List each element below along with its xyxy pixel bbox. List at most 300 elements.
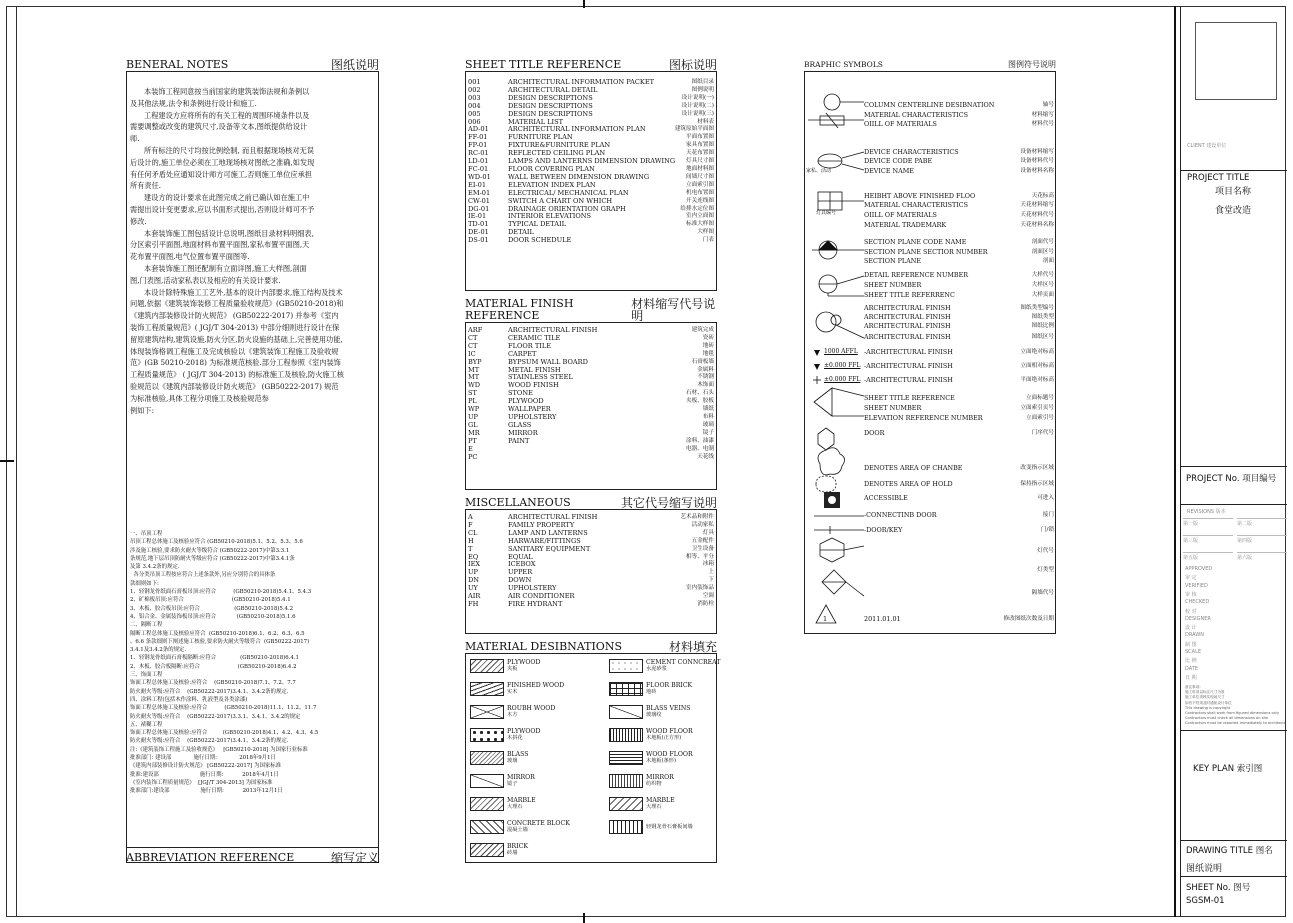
row-code: LD-01 [468,157,489,166]
row-en: TYPICAL DETAIL [508,220,566,229]
row-cn: 相等、平分 [686,553,714,560]
row-en: PLYWOOD [508,397,544,406]
material-swatch [609,820,693,834]
row-en: ARCHITECTURAL INFORMATION PACKET [508,78,655,86]
row-cn: 图纸目录 [691,79,714,85]
material-label [507,728,540,742]
row-code: PC [468,452,478,461]
row-code: UP [468,568,478,577]
material-cn: 镜子 [507,781,518,787]
row-cn: 布料 [702,413,714,420]
revisions-label: REVISIONS 版本 [1187,509,1226,515]
symbol-label-e: ±0.000 FFL [824,376,861,383]
material-cn: 木地板(正方形) [646,735,682,741]
row-en: DESIGN DESCRIPTIONS [508,109,593,118]
symbol-cn: 立面绝对标高 [1020,349,1054,355]
sheet-code: SGSM-01 [1186,896,1225,906]
symbol-en: -DOOR/KEY [864,526,903,534]
row-code: DG-01 [468,204,490,213]
symbol-en: SHEET NUMBER [864,404,922,412]
symbol-cn: 材料代号 [1031,121,1054,127]
logo-box [1195,22,1277,100]
note-paragraph: 本设计除特殊施工工艺外,基本的设计内部要求,施工结构及技术问题,依据《建筑装饰装修工程质量验收规范》(GB50210-2018)和《建筑内部装修设计防火规范》 (GB50222-2017) 并参考《室内装饰工程质量规范》( JGJ/T 304-2013) 中部分细则进行设计在保留原建筑结构,建筑设施,防火分区,防火设施的基础上,完善使用功能,体现装饰格调工程施工及完成核验以《建筑装饰工程施工及验收规范》(GB 50210-2018) 为标准规范核验.部分工程参照《室内装饰工程质量规范》 ( JGJ/T 304-2013) 的标准施工及核验,防火施工核验规范以《建筑内部装修设计防火规范》 (GB50222-2017) 规范为标准核验,具体工程分项施工及核验规范参 [130,287,344,403]
row-code: A [468,513,473,521]
row-code: ST [468,389,477,398]
signoff-line: APPROVED [1185,566,1213,572]
material-en: FINISHED WOOD [507,682,565,689]
symbol-cn: 剖面代号 [1031,239,1054,245]
table-row [468,569,714,577]
symbol-en: DENOTES AREA OF CHANBE [864,464,963,472]
sheet-title-header [465,57,717,72]
material-en: BLASS [507,751,529,758]
row-code: PT [468,436,477,445]
symbol-en: -CONNECTINB DOOR [864,511,937,519]
row-cn: 不锈钢 [697,374,714,381]
symbol-cn: 图纸类型编号 [1020,305,1054,311]
row-cn: 设计说明(三) [681,110,714,117]
table-row [468,430,714,438]
material-en: FLOOR BRICK [646,682,693,689]
signoff-line: 比 例 [1185,658,1197,665]
table-row [468,422,714,430]
material-designations-title-cn: 材料填充 [668,640,717,654]
material-swatch [609,659,720,673]
material-cn: 轻钢龙骨石膏板间墙 [646,823,693,830]
table-row [468,446,714,454]
table-row [468,398,714,406]
row-en: HARWARE/FITTINGS [508,536,581,545]
material-swatch [470,820,570,834]
row-en: WALL BETWEEN DIMENSION DRAWING [508,172,650,181]
table-row [468,221,714,229]
row-cn: 地面材料图 [686,165,714,172]
row-en: ICEBOX [508,560,536,569]
symbol-cn: 剖面 [1042,258,1054,264]
row-en: DOOR SCHEDULE [508,236,572,245]
revision-slot: 第五版 [1183,552,1233,561]
material-en: BRICK [507,843,529,850]
row-code: WP [468,405,480,414]
symbol-en: DOOR [864,429,885,437]
row-cn: 立面索引图 [686,181,714,188]
table-row [468,206,714,214]
row-cn: 电器、电制 [686,445,714,452]
row-en: ARCHITECTURAL FINISH [508,513,598,521]
general-notes-detail-list [130,530,376,796]
project-name: 食堂改造 [1215,206,1252,216]
top-center-tick [583,0,585,8]
material-hatch-icon [609,751,643,765]
note-detail-line: 防火耐火等级:应符合 (GB50222-2017)3.3.1、3.4.1、3.4.2的规定 [130,713,301,720]
material-en: CEMENT CONNCREAT [646,659,721,666]
row-cn: 五金配件 [691,537,714,544]
symbol-en: ACCESSIBLE [864,494,908,502]
revision-slot: 第二版 [1237,518,1287,527]
material-swatch [470,797,536,811]
material-hatch-icon [470,705,504,719]
symbol-en: MATERIAL CHARACTERISTICS [864,201,969,209]
material-finish-title-cn: 材料缩写代号说明 [631,297,716,323]
material-designations-header [465,639,717,654]
note-detail-line: 、6.6 条款细则下阐述施工核验,要求防火耐火等级符合 (GB50222-2017) [130,638,310,645]
note-detail-line: 饰面工程总体施工及核验:应符合 (GB50210-2018)7.1、7.2、7.7 [130,680,296,687]
material-hatch-icon [470,843,504,857]
row-cn: 瓷砖 [702,334,714,341]
row-cn: 活动家私 [691,521,714,528]
row-cn: 玻璃 [702,421,714,428]
note-line: This drawing is copyright [1185,705,1231,710]
material-en: MIRROR [507,774,535,781]
row-en: LAMPS AND LANTERNS DIMENSION DRAWING [508,157,676,166]
symbol-cn: 剖面区号 [1031,249,1054,255]
note-paragraph: 本装饰工程同意按当前国家的建筑装饰法规和条例以及其他法规,法令和条例进行设计和施工. [130,87,310,108]
table-row [468,538,714,546]
row-cn: 室内装饰品 [686,585,714,592]
misc-rows [468,514,714,609]
material-swatch [609,751,693,765]
row-en [508,446,686,454]
symbol-cn: 修改图纸次数及日期 [1003,616,1054,622]
note-detail-line: 《建筑内部装修设计防火规范》 [GB50222-2017] 为国家标准 [130,763,282,770]
revision-slot: 第四版 [1237,535,1287,544]
graphic-symbols-title-cn: 图例符号说明 [1008,60,1056,69]
row-code: UP [468,412,478,421]
row-code: DN [468,576,480,585]
row-code: PL [468,397,477,406]
material-cn: 纺织物 [646,781,662,787]
general-notes-title-en: BENERAL NOTES [126,58,229,71]
general-notes-title-cn: 图纸说明 [330,58,379,72]
material-cn: 玻璃 [507,758,518,764]
note-detail-line: 隔断工程总体施工及核验应符合 (GB50210-2018)6.1、6.2、6.3、6.5 [130,630,305,637]
symbol-cn: 大样区号 [1031,282,1054,288]
note-detail-line: 2、矿棉板吊顶:应符合 (GB50210-2018)5.4.1 [130,597,291,604]
client-label: CLIENT 建设单位 [1187,143,1227,149]
row-en: SANITARY EQUIPMENT [508,544,591,553]
project-name-label: 项目名称 [1215,187,1252,197]
table-row [468,546,714,554]
symbol-en: DETAIL REFERENCE NUMBER [864,271,969,279]
symbol-cn: 门/锁 [1040,527,1054,533]
note-detail-line: 批准部门: 建设部 施行日期: 2018年9月1日 [130,755,276,762]
abbreviation-footer [126,847,379,864]
material-label [507,797,536,811]
row-en: MIRROR [508,428,538,437]
table-row [468,126,714,134]
symbol-cn: 改变指示区域 [1020,465,1054,471]
row-cn: 平面布置图 [686,134,714,141]
signoff-line: CHECKED [1185,599,1210,606]
symbol-cn: 设备材料缩写 [1020,149,1054,155]
row-cn: 消防栓 [697,600,714,607]
note-line: Contractors must check all dimensions on site [1185,716,1269,721]
signoff-line: 审 核 [1185,591,1197,598]
row-code: IC [468,349,476,358]
row-code: 002 [468,85,481,94]
row-en: SWITCH A CHART ON WHICH [508,196,613,205]
symbol-en: OIILL OF MATERIALS [864,120,937,128]
note-detail-line: 款细则如下: [130,580,159,587]
symbol-en: DEVICE CODE PABE [864,157,933,165]
row-cn: 天花布置图 [686,150,714,157]
note-detail-line: 饰面工程总体施工及核验:应符合 (GB50210-2018)4.1、4.2、4.3、4.5 [130,730,319,737]
row-code: E [468,444,473,453]
symbol-en: SHEET NUMBER [864,281,922,289]
row-cn: 艺术品和附件 [680,514,714,520]
signoff-line: 制 图 [1185,641,1197,648]
table-row [468,374,714,382]
abbreviation-title-cn: 缩写定义 [330,851,379,865]
general-notes-header [126,57,379,72]
signoff-line: 校 对 [1185,608,1197,615]
misc-title-cn: 其它代号缩写说明 [620,496,717,510]
symbol-cn: 天花材料代号 [1020,212,1054,218]
row-code: 004 [468,101,481,110]
row-code: AD-01 [468,125,489,134]
material-swatch [470,843,528,857]
note-detail-line: 吊顶工程总体施工及核验应符合 (GB50210-2018)5.1、5.2、5.3、5.6 [130,539,303,546]
symbol-en: HEIBHT ABOVE FINISHED FLOO [864,192,976,200]
symbol-cn: 大样页面 [1031,292,1054,298]
symbol-cn: 门序代号 [1031,430,1054,436]
material-hatch-icon [470,682,504,696]
general-notes-body [130,86,344,416]
material-en: WOOD FLOOR [646,751,693,758]
note-detail-line: 各分类吊顶工程按应符合上述条款外,另应分别符合的具体条 [130,572,276,579]
row-cn: 灯具 [702,529,714,536]
row-cn: 上 [708,569,714,576]
note-detail-line: 注:《建筑装饰工程施工及验收规范》 [GB50210-2018] 为国家行业标准 [130,746,308,753]
row-code: EM-01 [468,188,491,197]
note-detail-line: 五、裱糊工程 [130,721,163,728]
note-detail-line: 3.4.1及3.4.2条的规定. [130,647,187,654]
symbol-cn: 材料缩写 [1031,112,1054,118]
row-code: DE-01 [468,228,489,237]
row-en: LAMP AND LANTERNS [508,528,588,537]
note-detail-line: 1、轻钢龙骨纸面石膏板隔断:应符合 (GB50210-2018)6.4.1 [130,655,299,662]
note-detail-line: 及第 3.4.2条的规定. [130,564,180,571]
note-detail-line: 《室内装饰工程质量规范》 [JGJ/T 304-2013] 为国家标准 [130,779,273,786]
material-cn: 水泥砂浆 [646,666,667,672]
symbol-label-c: 1000 AFFL [824,348,858,355]
symbol-cn: 平面绝对标高 [1020,377,1054,383]
symbol-en: ELEVATION REFERENCE NUMBER [864,414,983,422]
drawing-title-label: DRAWING TITLE 图名 [1186,846,1273,856]
table-row [468,351,714,359]
sheet-title-title-en: SHEET TITLE REFERENCE [465,58,622,71]
row-cn: 室内立面图 [686,213,714,220]
note-detail-line: 1、轻钢龙骨纸面石膏板吊顶:应符合 (GB50210-2018)5.4.1、5.4.3 [130,589,312,596]
row-en: ELEVATION INDEX PLAN [508,180,596,189]
material-hatch-icon [609,659,643,673]
symbol-cn: 天花标高 [1031,193,1054,199]
row-code: EQ [468,552,479,561]
row-cn: 地毯 [702,350,714,357]
table-row [468,229,714,237]
table-row [468,406,714,414]
row-en: DETAIL [508,228,534,237]
row-cn: 材料表 [697,118,714,125]
row-en: CERAMIC TILE [508,333,561,342]
material-cn: 玻璃纹 [646,712,662,718]
symbol-cn: 保持指示区域 [1020,481,1054,487]
table-row [468,237,714,245]
row-en: METAL FINISH [508,365,561,374]
symbol-cn: 天花材料缩写 [1020,202,1054,208]
row-en: DESIGN DESCRIPTIONS [508,101,593,110]
note-detail-line: 三、饰面工程 [130,672,163,679]
symbol-cn: 图纸比例 [1031,323,1054,329]
sheet-title-title-cn: 图标说明 [668,58,717,72]
note-paragraph: 所有标注的尺寸均按比例绘制, 而且根据现场核对无误后设计的,施工单位必须在工地现场核对图纸之准确,如发现有任何矛盾处应通知设计师方可施工,否则施工单位应承担所有责任. [130,145,315,191]
symbol-en: DEVICE NAME [864,167,914,175]
row-en: REFLECTED CEILING PLAN [508,149,606,158]
row-code: MT [468,373,480,382]
material-en: MIRROR [646,774,674,781]
table-row [468,585,714,593]
symbol-en: SHEET TITLE REFERRENC [864,291,955,299]
table-row [468,577,714,585]
row-cn: 开关连线图 [686,197,714,204]
project-no-label: PROJECT No. 项目编号 [1186,474,1277,484]
symbol-en: ARCHITECTURAL FINISH [864,313,951,321]
row-en: FLOOR TILE [508,341,552,350]
signoff-line: 日 期 [1185,674,1197,681]
symbol-en: DEVICE CHARACTERISTICS [864,148,959,156]
table-row [468,382,714,390]
row-code: RC-01 [468,149,489,158]
row-cn: 间墙尺寸图 [686,173,714,180]
material-en: MARBLE [507,797,536,804]
revision-slot: 第三版 [1183,535,1233,544]
row-cn: 涂料、油漆 [686,437,714,444]
material-hatch-icon [609,705,643,719]
signoff-line: VERIFIED [1185,582,1208,589]
note-line: Contractors must be reported immediately to architects [1185,721,1286,726]
material-cn: 木地板(条形) [646,758,676,764]
drawing-name: 图纸说明 [1186,864,1223,874]
note-detail-line: 3、木板、胶合板吊顶:应符合 (GB50210-2018)5.4.2 [130,605,294,612]
row-cn: 木饰面 [697,382,714,389]
note-line: 如有不符须及时通知设计单位 [1185,700,1232,705]
material-label [646,774,674,788]
table-row [468,530,714,538]
row-en: WALLPAPER [508,405,551,414]
row-cn: 大样图 [697,229,714,236]
row-code: WD-01 [468,172,491,181]
row-en: ARCHITECTURAL FINISH [508,326,598,334]
note-detail-line: 四、涂料工程(包括木作涂料、乳液型及各类涂漆) [130,696,248,703]
row-cn: 下 [708,577,714,584]
material-label [646,797,675,811]
symbol-cn: 灯类型 [1037,567,1054,573]
row-code: FF-01 [468,133,488,142]
table-row [468,335,714,343]
material-cn: 大理石 [507,804,523,810]
note-detail-line: 二、隔断工程 [130,622,163,629]
note-paragraph: 工程建设方应将所有的有关工程的周围环境条件以及需要调整或改变的建筑尺寸,设备等文本,图纸提供给设计师. [130,110,310,144]
row-en: ARCHITECTURAL DETAIL [508,85,598,94]
symbol-en: -ARCHITECTURAL FINISH [864,376,953,384]
symbol-en: SHEET TITLE REFERENCE [864,394,955,402]
row-code: FH [468,599,479,608]
table-row [468,522,714,530]
signoff-line: 审 定 [1185,575,1197,582]
row-en: INTERIOR ELEVATIONS [508,212,592,221]
material-hatch-icon [470,659,504,673]
note-paragraph: 本套装饰施工图还配制有立面详图,施工大样图,剖面图,门表图,活动家私表以及相应的有关设计要求. [130,263,307,285]
row-code: FP-01 [468,141,488,150]
row-cn: 门表 [702,237,714,244]
symbol-label-d: ±0.000 FFL [824,362,861,369]
table-row [468,359,714,367]
key-plan-box [1181,730,1287,841]
symbol-cn: 可进入 [1037,495,1054,501]
row-cn: 设计说明(二) [681,102,714,109]
symbol-cn: 立面索引页号 [1020,405,1054,411]
note-detail-line: 4、铝合金、金属装饰板吊顶:应符合 (GB50210-2018)5.1.6 [130,613,296,620]
signoff-line: SCALE [1185,649,1202,655]
material-cn: 木拼花 [507,735,523,741]
row-en: UPPER [508,568,533,577]
symbol-en: SECTION PLANE [864,257,921,265]
row-en: WOOD FINISH [508,381,559,390]
row-en: FURNITURE PLAN [508,133,573,142]
table-row [468,561,714,569]
left-center-tick [0,460,14,462]
symbol-cn: 大样代号 [1031,272,1054,278]
material-en: PLYWOOD [507,659,541,666]
row-code: MR [468,428,480,437]
row-cn: 机电布置图 [686,189,714,196]
material-swatch [609,774,674,788]
material-cn: 夹板 [507,666,518,672]
row-cn: 标准大样图 [686,221,714,228]
row-code: GL [468,420,478,429]
symbol-label-f: 1 [823,615,828,623]
row-cn: 建筑原始平面图 [674,126,714,133]
row-code: IEX [468,560,481,569]
row-code: T [468,544,473,553]
symbol-en: -ARCHITECTURAL FINISH [864,362,953,370]
row-en: ELECTRICAL/ MECHANICAL PLAN [508,188,629,197]
material-hatch-icon [470,728,504,742]
row-en: MATERIAL LIST [508,117,564,126]
row-en: EQUAL [508,552,533,561]
row-cn: 图例说明 [691,86,714,93]
material-cn: 地砖 [646,689,657,695]
sheet-no-divider [1181,876,1287,877]
material-swatch [609,797,675,811]
row-code: EI-01 [468,180,487,189]
material-label [507,820,570,834]
row-code: BYP [468,357,482,366]
material-hatch-icon [609,728,643,742]
material-en: WOOD FLOOR [646,728,693,735]
material-label [646,682,692,696]
symbol-cn: 图纸区号 [1031,334,1054,340]
symbol-en: ARCHITECTURAL FINISH [864,333,951,341]
material-cn: 大理石 [646,804,662,810]
row-code: ARF [468,326,483,334]
symbol-en: MATERIAL CHARACTERISTICS [864,111,969,119]
row-en: FLOOR COVERING PLAN [508,164,595,173]
row-code: AIR [468,592,481,601]
misc-title-en: MISCELLANEOUS [465,496,571,509]
row-en: UPHOLSTERY [508,412,557,421]
row-en: DOWN [508,576,532,585]
